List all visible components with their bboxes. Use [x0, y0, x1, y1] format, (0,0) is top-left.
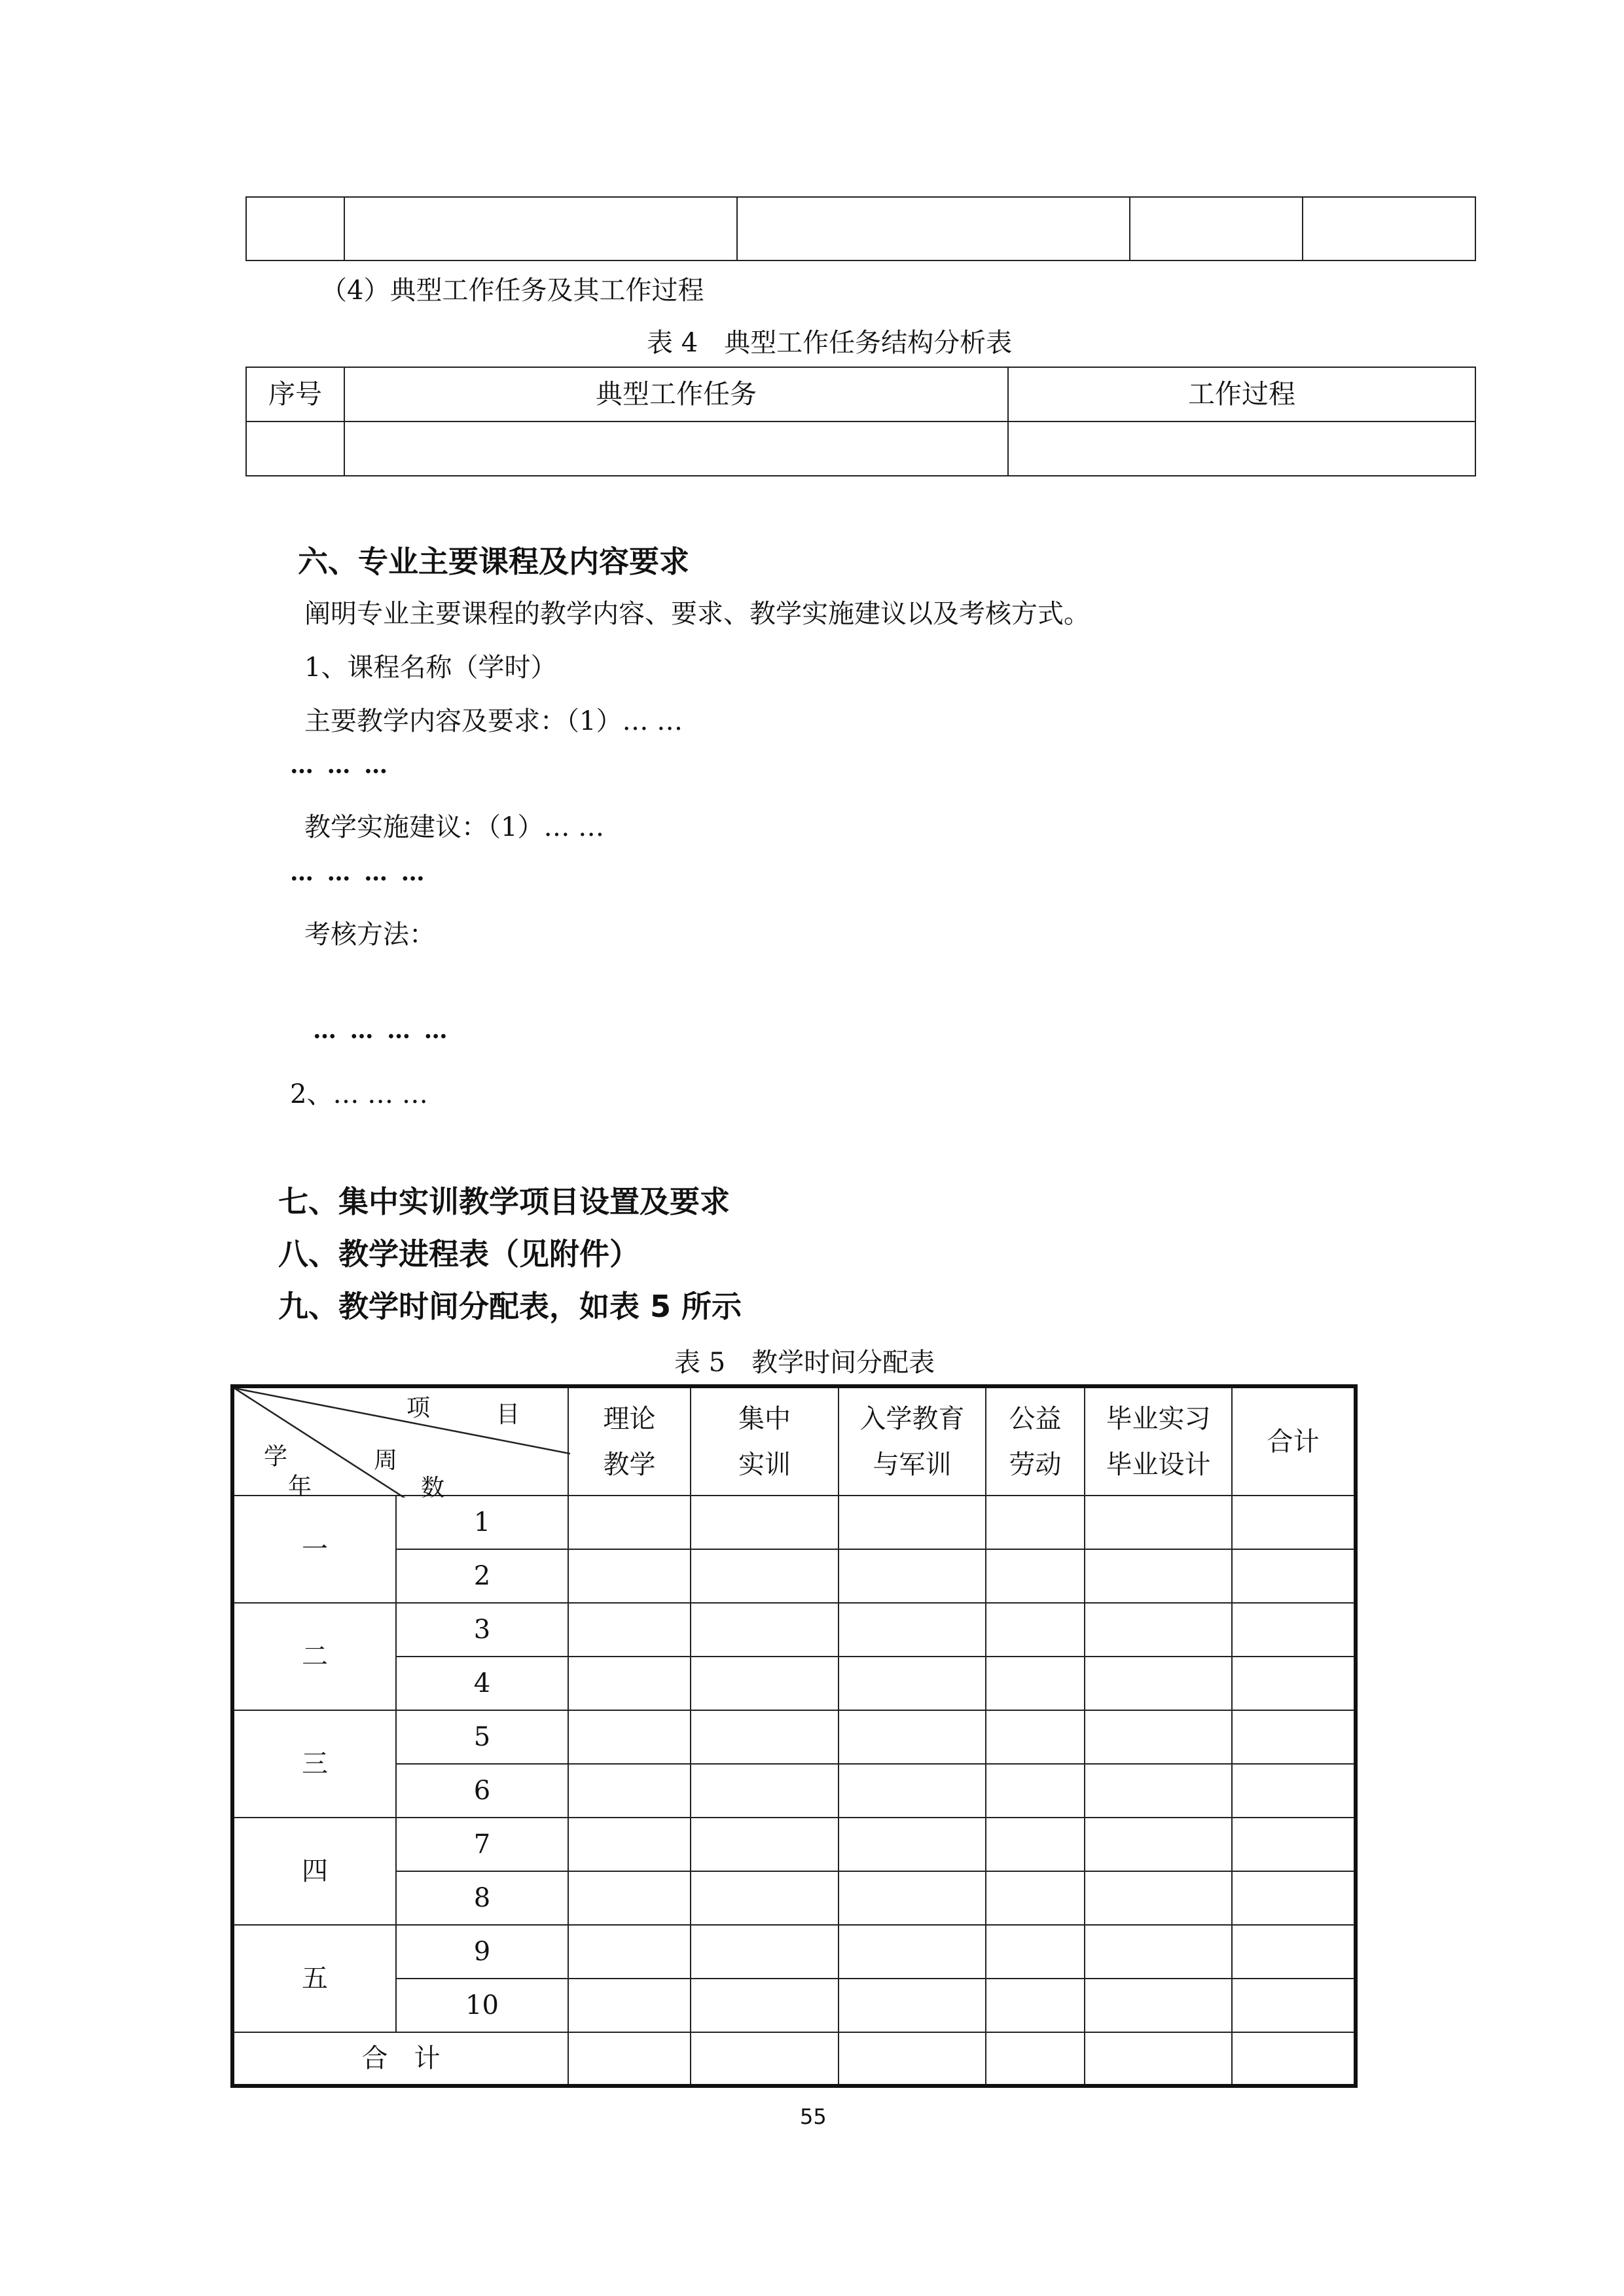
corner-item: 项	[406, 1395, 431, 1422]
table-cell	[986, 1549, 1085, 1603]
corner-week: 周	[374, 1447, 398, 1474]
table-cell	[839, 1871, 986, 1925]
table-cell	[1232, 1710, 1356, 1764]
table-cell	[1085, 1818, 1232, 1871]
table-cell	[1008, 422, 1475, 476]
table-cell	[568, 1603, 691, 1657]
continued-cell	[344, 197, 737, 260]
table-cell	[839, 1496, 986, 1549]
table-cell	[1232, 1925, 1356, 1979]
year-cell: 二	[232, 1603, 396, 1710]
assessment-method: 考核方法：	[304, 920, 435, 950]
semester-cell: 1	[396, 1496, 568, 1549]
table-cell	[568, 1764, 691, 1818]
table-cell	[986, 1925, 1085, 1979]
section8-heading: 八、教学进程表（见附件）	[278, 1236, 640, 1272]
corner-week-2: 数	[421, 1475, 445, 1501]
table-cell	[986, 1871, 1085, 1925]
year-cell: 三	[232, 1710, 396, 1818]
table-cell	[986, 2032, 1085, 2086]
implementation-advice: 教学实施建议：（1）… …	[304, 812, 605, 842]
table-cell	[1232, 1496, 1356, 1549]
table-cell	[1085, 1496, 1232, 1549]
header-theory: 理论 教学	[568, 1386, 691, 1496]
table-cell	[1085, 1764, 1232, 1818]
table-cell	[986, 1979, 1085, 2032]
table-cell	[1085, 1871, 1232, 1925]
year-cell: 五	[232, 1925, 396, 2032]
corner-year-2: 年	[288, 1473, 312, 1500]
ellipsis-2: … … … …	[290, 859, 427, 886]
year-cell: 一	[232, 1496, 396, 1603]
year-cell: 四	[232, 1818, 396, 1925]
table-cell	[691, 2032, 839, 2086]
table-cell	[839, 1764, 986, 1818]
table-cell	[1232, 1603, 1356, 1657]
table-cell	[1085, 2032, 1232, 2086]
header-labor: 公益 劳动	[986, 1386, 1085, 1496]
corner-item-2: 目	[496, 1401, 520, 1428]
table-cell	[691, 1549, 839, 1603]
ellipsis-3: … … … …	[313, 1016, 450, 1044]
header-internship: 毕业实习 毕业设计	[1085, 1386, 1232, 1496]
table-cell	[568, 1549, 691, 1603]
continued-cell	[246, 197, 344, 260]
table-cell	[246, 422, 344, 476]
semester-cell: 10	[396, 1979, 568, 2032]
continued-cell	[737, 197, 1130, 260]
table-cell	[1085, 1549, 1232, 1603]
corner-year: 学	[264, 1443, 288, 1470]
table-cell	[839, 1925, 986, 1979]
table-cell	[691, 1496, 839, 1549]
header-orientation: 入学教育 与军训	[839, 1386, 986, 1496]
table-cell	[839, 2032, 986, 2086]
table-cell	[839, 1657, 986, 1710]
table-cell	[691, 1710, 839, 1764]
subsection-title: （4）典型工作任务及其工作过程	[321, 276, 704, 306]
section9-heading: 九、教学时间分配表，如表 5 所示	[278, 1289, 742, 1324]
table-cell	[568, 1496, 691, 1549]
table-cell	[839, 1979, 986, 2032]
table-cell	[986, 1818, 1085, 1871]
course2-title: 2、… … …	[290, 1079, 428, 1109]
header-serial: 序号	[246, 367, 344, 422]
table-cell	[691, 1603, 839, 1657]
total-row-label: 合 计	[232, 2032, 568, 2086]
table-cell	[1085, 1710, 1232, 1764]
table-cell	[839, 1549, 986, 1603]
ellipsis-1: … … …	[290, 751, 391, 779]
semester-cell: 5	[396, 1710, 568, 1764]
table4-caption: 表 4 典型工作任务结构分析表	[647, 328, 1013, 358]
header-total: 合计	[1232, 1386, 1356, 1496]
continued-cell	[1130, 197, 1303, 260]
table-cell	[1232, 1657, 1356, 1710]
table-cell	[986, 1710, 1085, 1764]
table-cell	[691, 1979, 839, 2032]
table-cell	[568, 1710, 691, 1764]
table-cell	[1232, 1818, 1356, 1871]
table-cell	[986, 1764, 1085, 1818]
continued-table	[245, 196, 1476, 261]
table-cell	[1085, 1657, 1232, 1710]
semester-cell: 4	[396, 1657, 568, 1710]
table-cell	[691, 1657, 839, 1710]
table-cell	[1232, 1764, 1356, 1818]
header-work-process: 工作过程	[1008, 367, 1475, 422]
section6-intro: 阐明专业主要课程的教学内容、要求、教学实施建议以及考核方式。	[304, 599, 1090, 629]
table-cell	[1085, 1925, 1232, 1979]
table-cell	[568, 1979, 691, 2032]
table-cell	[344, 422, 1008, 476]
table-cell	[691, 1764, 839, 1818]
page-number: 55	[800, 2104, 827, 2129]
table-cell	[568, 1925, 691, 1979]
teaching-time-table	[230, 1384, 1358, 2088]
corner-header	[232, 1386, 568, 1501]
table-cell	[691, 1925, 839, 1979]
table-cell	[1085, 1603, 1232, 1657]
table-cell	[568, 1871, 691, 1925]
table-cell	[1232, 1549, 1356, 1603]
table-cell	[986, 1657, 1085, 1710]
table-cell	[986, 1603, 1085, 1657]
table5-caption: 表 5 教学时间分配表	[674, 1348, 935, 1378]
semester-cell: 7	[396, 1818, 568, 1871]
course1-title: 1、课程名称（学时）	[304, 653, 557, 683]
table-cell	[839, 1603, 986, 1657]
table-cell	[568, 2032, 691, 2086]
table-cell	[691, 1871, 839, 1925]
semester-cell: 3	[396, 1603, 568, 1657]
table-cell	[1232, 1871, 1356, 1925]
semester-cell: 8	[396, 1871, 568, 1925]
table-cell	[1232, 1979, 1356, 2032]
semester-cell: 2	[396, 1549, 568, 1603]
section6-heading: 六、专业主要课程及内容要求	[298, 544, 689, 579]
section7-heading: 七、集中实训教学项目设置及要求	[278, 1184, 730, 1219]
continued-cell	[1303, 197, 1475, 260]
header-typical-task: 典型工作任务	[344, 367, 1008, 422]
table-cell	[1085, 1979, 1232, 2032]
table-cell	[568, 1657, 691, 1710]
table-cell	[986, 1496, 1085, 1549]
content-requirements: 主要教学内容及要求：（1）… …	[304, 706, 683, 736]
semester-cell: 6	[396, 1764, 568, 1818]
header-training: 集中 实训	[691, 1386, 839, 1496]
semester-cell: 9	[396, 1925, 568, 1979]
table-cell	[839, 1818, 986, 1871]
table-cell	[1232, 2032, 1356, 2086]
table-cell	[568, 1818, 691, 1871]
table-cell	[691, 1818, 839, 1871]
typical-task-table	[245, 367, 1476, 476]
table-cell	[839, 1710, 986, 1764]
